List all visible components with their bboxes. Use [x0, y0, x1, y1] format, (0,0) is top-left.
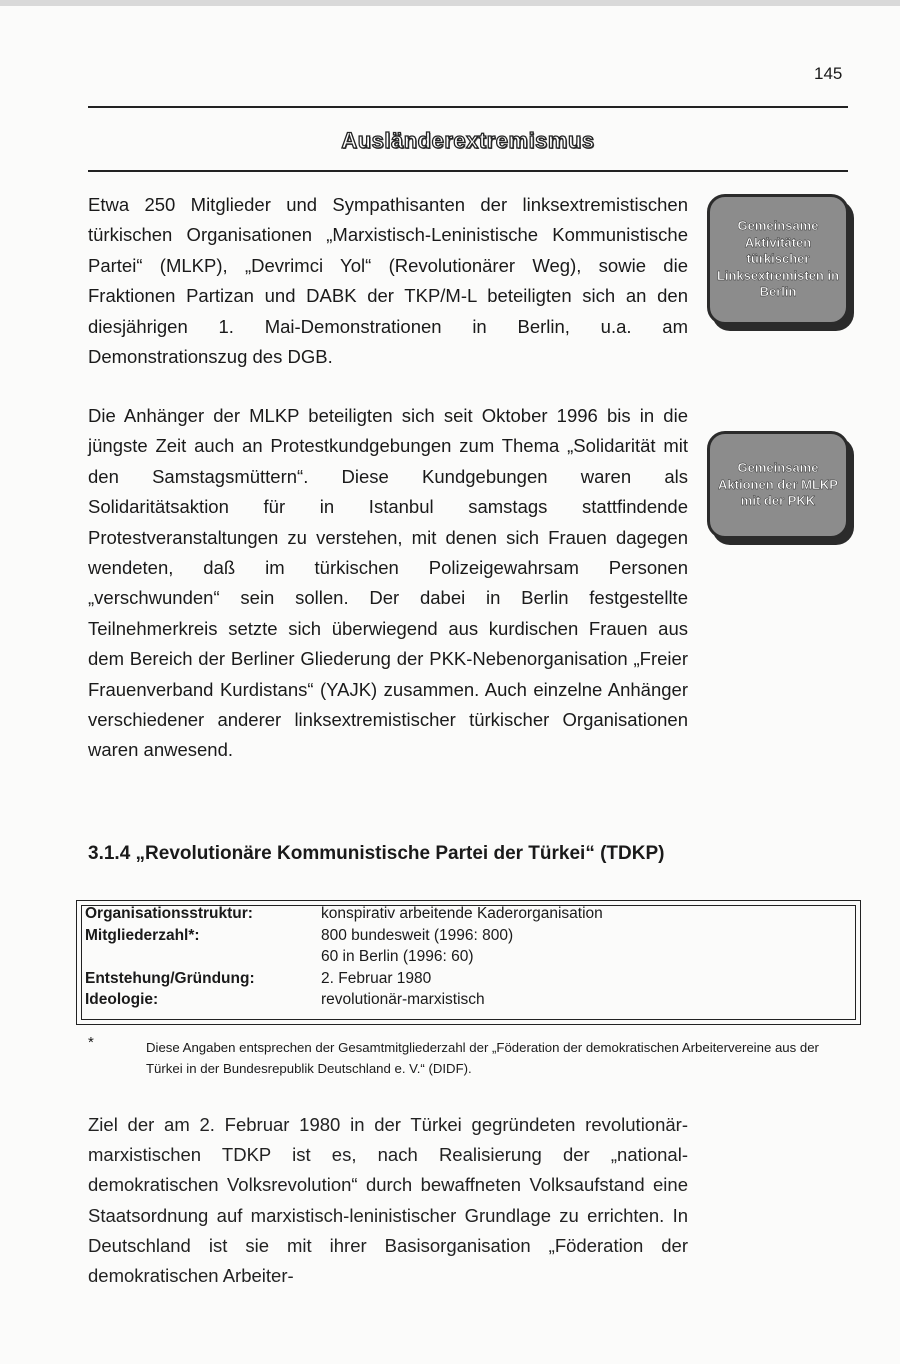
info-box — [76, 900, 861, 1025]
paragraph-2: Die Anhänger der MLKP beteiligten sich seit Oktober 1996 bis in die jüngste Zeit auch an Protestkundgebungen zum Thema „Solidarität mit den Samstagsmüttern“. Diese Kundgebungen waren als Solidaritätsaktion für in Istanbul samstags stattfindende Protestveranstaltungen zu verstehen, mit denen sich Frauen dagegen wendeten, daß im türkischen Polizeigewahrsam Personen „verschwunden“ sein sollen. Der dabei in Berlin festgestellte Teilnehmerkreis setzte sich überwiegend aus kurdischen Frauen aus dem Bereich der Berliner Gliederung der PKK-Nebenorganisation „Freier Frauenverband Kurdistans“ (YAJK) zusammen. Auch einzelne Anhänger verschiedener anderer linksextremistischer türkischer Organisationen waren anwesend. — [88, 405, 688, 761]
info-row — [85, 927, 603, 949]
info-row — [85, 905, 603, 927]
footnote-marker: * — [88, 1034, 94, 1051]
footnote-text: Diese Angaben entsprechen der Gesamtmitgliederzahl der „Föderation der demokratischen Arbeitervereine aus der Türkei in der Bundesrepublik Deutschland e. V.“ (DIDF). — [146, 1040, 819, 1076]
header-rule-top — [88, 106, 848, 108]
info-value: 60 in Berlin (1996: 60) — [321, 948, 474, 965]
info-key — [85, 948, 321, 970]
info-table — [85, 905, 603, 1013]
page-number: 145 — [814, 64, 843, 83]
info-row — [85, 948, 603, 970]
info-value: 2. Februar 1980 — [321, 969, 432, 987]
paragraph-1: Etwa 250 Mitglieder und Sympathisanten der linksextremistischen türkischen Organisationen „Marxistisch-Leninistische Kommunistische Partei“ (MLKP), „Devrimci Yol“ (Revolutionärer Weg), sowie die Fraktionen Partizan und DABK der TKP/M-L beteiligten sich an den diesjährigen 1. Mai-Demonstrationen in Berlin, u.a. am Demonstrationszug des DGB. — [88, 194, 688, 368]
margin-note-2: Gemeinsame Aktionen der MLKP mit der PKK — [707, 431, 849, 539]
page-edge-shade — [0, 0, 900, 6]
info-row — [85, 991, 603, 1013]
header-rule-bottom — [88, 170, 848, 172]
chapter-title: Ausländerextremismus — [341, 128, 595, 153]
info-value: revolutionär-marxistisch — [321, 991, 485, 1008]
section-heading: 3.1.4 „Revolutionäre Kommunistische Partei der Türkei“ (TDKP) — [88, 843, 665, 864]
info-key: Mitgliederzahl*: — [85, 926, 200, 944]
closing-paragraph: Ziel der am 2. Februar 1980 in der Türkei gegründeten revolutionär-marxistischen TDKP ist es, nach Realisierung der „national-demokratischen Volksrevolution“ durch bewaffneten Volksaufstand eine Staatsordnung auf marxistisch-leninistischer Grundlage zu errichten. In Deutschland ist sie mit ihrer Basisorganisation „Föderation der demokratischen Arbeiter- — [88, 1114, 688, 1287]
info-key: Ideologie: — [85, 991, 159, 1008]
info-key: Organisationsstruktur: — [85, 905, 253, 922]
info-value: 800 bundesweit (1996: 800) — [321, 926, 514, 944]
info-value: konspirativ arbeitende Kaderorganisation — [321, 905, 603, 922]
info-key: Entstehung/Gründung: — [85, 969, 255, 987]
info-row — [85, 970, 603, 992]
margin-note-1: Gemeinsame Aktivitäten türkischer Linksextremisten in Berlin — [707, 194, 849, 325]
